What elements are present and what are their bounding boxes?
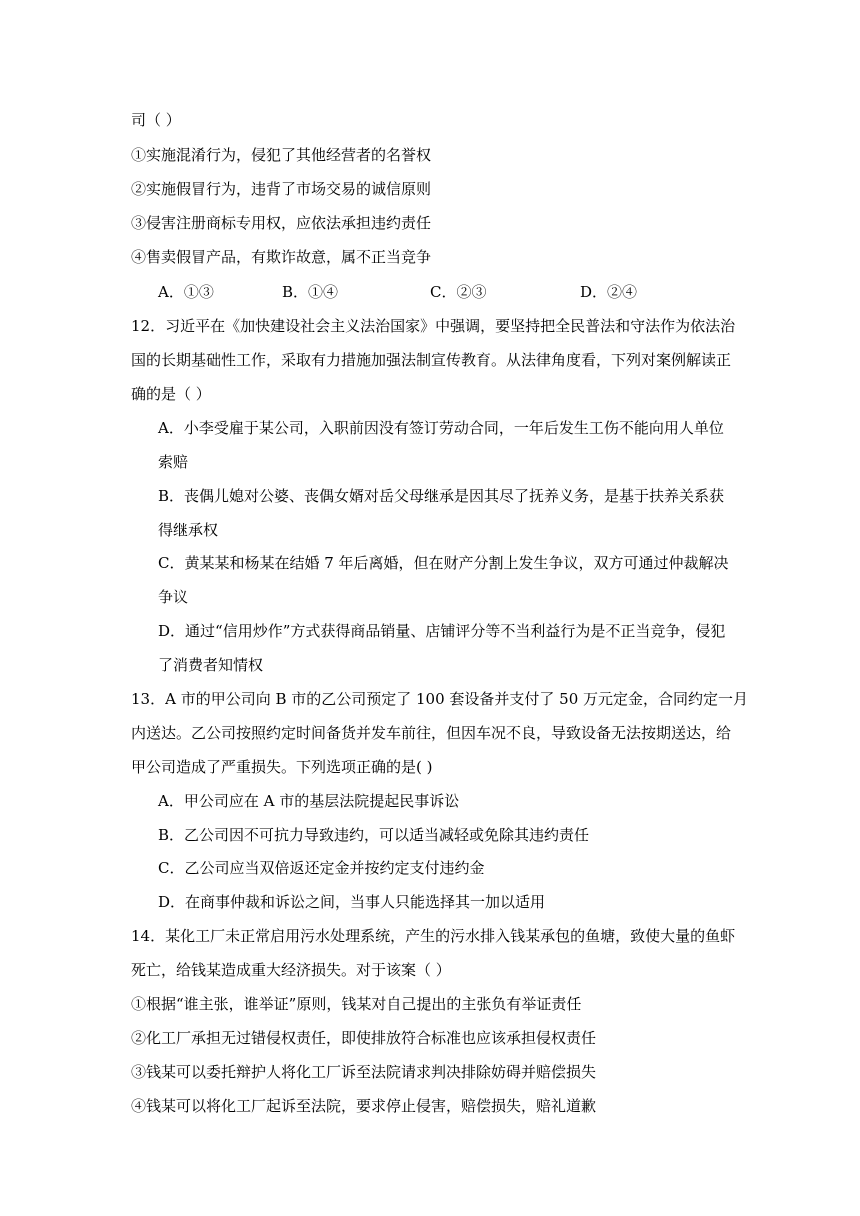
q14-item-1: ①根据“谁主张，谁举证”原则，钱某对自己提出的主张负有举证责任 xyxy=(131,995,582,1013)
q12-stem-line-3: 确的是（ ） xyxy=(131,385,211,403)
q14-item-2: ②化工厂承担无过错侵权责任，即使排放符合标准也应该承担侵权责任 xyxy=(131,1029,597,1047)
q11-item-1: ①实施混淆行为，侵犯了其他经营者的名誉权 xyxy=(131,146,432,164)
q11-item-4: ④售卖假冒产品，有欺诈故意，属不正当竞争 xyxy=(131,248,432,266)
q13-stem-line-1: 13．A 市的甲公司向 B 市的乙公司预定了 100 套设备并支付了 50 万元定金，合同约定一月 xyxy=(131,690,749,708)
q11-stem-tail: 司（ ） xyxy=(131,111,181,129)
q11-choices xyxy=(158,282,758,302)
q13-stem-line-3: 甲公司造成了严重损失。下列选项正确的是( ) xyxy=(131,758,433,776)
q12-stem-line-2: 国的长期基础性工作，采取有力措施加强法制宣传教育。从法律角度看，下列对案例解读正 xyxy=(131,351,732,369)
q12-stem-line-1: 12．习近平在《加快建设社会主义法治国家》中强调，要坚持把全民普法和守法作为依法治 xyxy=(131,317,736,335)
q14-item-3: ③钱某可以委托辩护人将化工厂诉至法院请求判决排除妨碍并赔偿损失 xyxy=(131,1063,597,1081)
q12-option-c-cont: 争议 xyxy=(158,588,189,606)
q13-option-a: A．甲公司应在 A 市的基层法院提起民事诉讼 xyxy=(158,792,460,810)
q12-option-d-cont: 了消费者知情权 xyxy=(158,656,264,674)
q12-option-d: D．通过“信用炒作”方式获得商品销量、店铺评分等不当利益行为是不正当竞争，侵犯 xyxy=(158,622,726,640)
q13-option-b: B．乙公司因不可抗力导致违约，可以适当减轻或免除其违约责任 xyxy=(158,826,590,844)
q12-option-b-cont: 得继承权 xyxy=(158,521,219,539)
q13-option-d: D．在商事仲裁和诉讼之间，当事人只能选择其一加以适用 xyxy=(158,893,546,911)
q11-choice-b: B．①④ xyxy=(282,283,339,301)
q11-choice-a: A．①③ xyxy=(158,283,214,301)
q11-choice-d: D．②④ xyxy=(580,283,638,301)
q11-item-2: ②实施假冒行为，违背了市场交易的诚信原则 xyxy=(131,180,432,198)
q14-stem-line-1: 14．某化工厂未正常启用污水处理系统，产生的污水排入钱某承包的鱼塘，致使大量的鱼虾 xyxy=(131,927,736,945)
q13-option-c: C．乙公司应当双倍返还定金并按约定支付违约金 xyxy=(158,859,485,877)
q11-choice-c: C．②③ xyxy=(430,283,487,301)
q14-stem-line-2: 死亡，给钱某造成重大经济损失。对于该案（ ） xyxy=(131,961,451,979)
q12-option-a-cont: 索赔 xyxy=(158,453,189,471)
q12-option-b: B．丧偶儿媳对公婆、丧偶女婿对岳父母继承是因其尽了抚养义务，是基于扶养关系获 xyxy=(158,487,725,505)
q12-option-a: A．小李受雇于某公司，入职前因没有签订劳动合同，一年后发生工伤不能向用人单位 xyxy=(158,419,724,437)
q14-item-4: ④钱某可以将化工厂起诉至法院，要求停止侵害，赔偿损失，赔礼道歉 xyxy=(131,1097,597,1115)
q11-item-3: ③侵害注册商标专用权，应依法承担违约责任 xyxy=(131,214,432,232)
q12-option-c: C．黄某某和杨某在结婚 7 年后离婚，但在财产分割上发生争议，双方可通过仲裁解决 xyxy=(158,554,729,572)
q13-stem-line-2: 内送达。乙公司按照约定时间备货并发车前往，但因车况不良，导致设备无法按期送达，给 xyxy=(131,724,732,742)
